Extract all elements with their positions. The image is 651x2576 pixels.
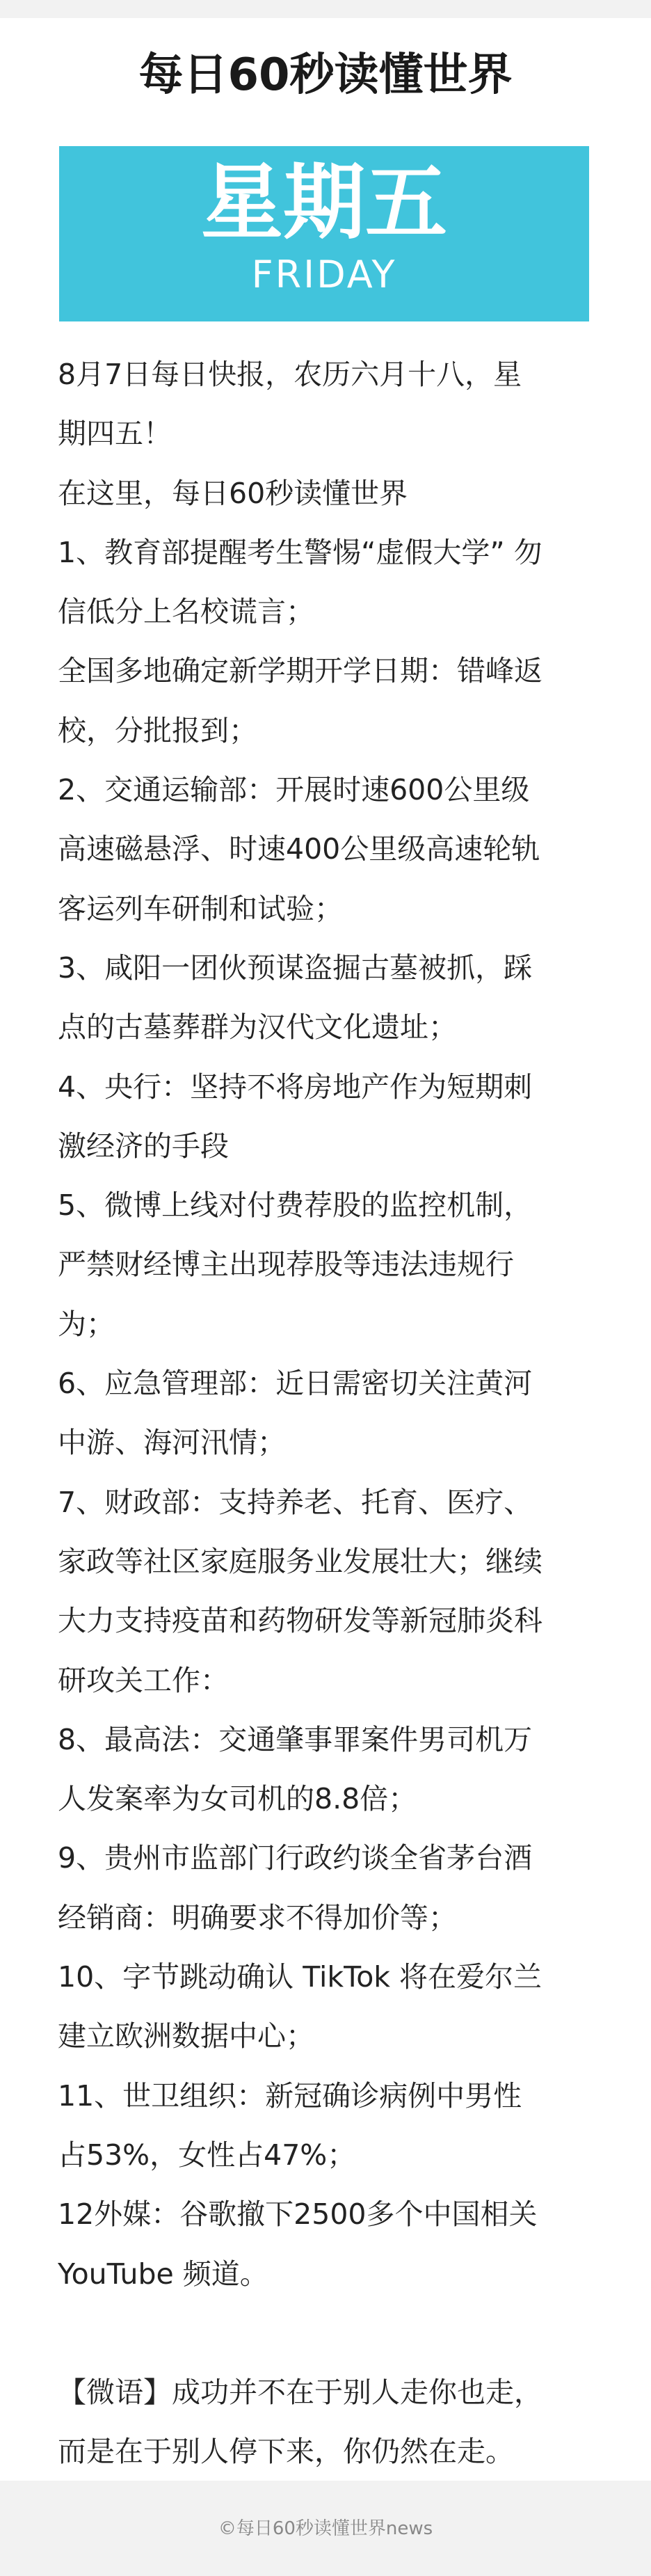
footer xyxy=(0,2481,651,2576)
footer-watermark: ©每日60秒读懂世界news xyxy=(218,2518,433,2539)
news-line: 激经济的手段 xyxy=(58,1129,229,1163)
news-line: 校，分批报到； xyxy=(58,713,257,747)
news-line: 点的古墓葬群为汉代文化遗址； xyxy=(58,1010,457,1044)
news-line: 家政等社区家庭服务业发展壮大；继续 xyxy=(58,1544,542,1578)
news-line: 大力支持疫苗和药物研发等新冠肺炎科 xyxy=(58,1604,542,1638)
news-line: 10、字节跳动确认 TikTok 将在爱尔兰 xyxy=(58,1960,542,1994)
news-line: 4、央行：坚持不将房地产作为短期刺 xyxy=(58,1070,533,1104)
news-line: 全国多地确定新学期开学日期：错峰返 xyxy=(58,654,542,688)
news-line: 高速磁悬浮、时速400公里级高速轮轨 xyxy=(58,832,540,866)
news-line: 为； xyxy=(58,1307,115,1341)
news-line: 2、交通运输部：开展时速600公里级 xyxy=(58,773,530,807)
weekday-banner xyxy=(59,146,589,321)
news-line: YouTube 频道。 xyxy=(58,2257,268,2291)
news-line: 人发案率为女司机的8.8倍； xyxy=(58,1782,417,1816)
news-line: 3、咸阳一团伙预谋盗掘古墓被抓，踩 xyxy=(58,951,533,985)
quote-line: 而是在于别人停下来，你仍然在走。 xyxy=(58,2435,514,2469)
news-line: 中游、海河汛情； xyxy=(58,1426,286,1460)
news-line: 12外媒：谷歌撤下2500多个中国相关 xyxy=(58,2197,538,2232)
news-line: 经销商：明确要求不得加价等； xyxy=(58,1900,457,1934)
news-line: 客运列车研制和试验； xyxy=(58,891,343,925)
news-line: 1、教育部提醒考生警惕“虚假大学” 勿 xyxy=(58,535,542,569)
intro-line: 期四五！ xyxy=(58,417,172,451)
news-line: 11、世卫组织：新冠确诊病例中男性 xyxy=(58,2078,522,2113)
news-line: 占53%，女性占47%； xyxy=(58,2138,356,2172)
article-body xyxy=(58,345,600,2481)
top-strip xyxy=(0,0,651,18)
news-line: 8、最高法：交通肇事罪案件男司机万 xyxy=(58,1722,533,1756)
news-line: 9、贵州市监部门行政约谈全省茅台酒 xyxy=(58,1841,533,1875)
weekday-en: FRIDAY xyxy=(251,253,397,296)
intro-line: 在这里，每日60秒读懂世界 xyxy=(58,476,408,510)
news-line: 6、应急管理部：近日需密切关注黄河 xyxy=(58,1367,533,1401)
news-line: 5、微博上线对付费荐股的监控机制， xyxy=(58,1188,533,1223)
quote-line: 【微语】成功并不在于别人走你也走， xyxy=(58,2375,542,2409)
news-line: 严禁财经博主出现荐股等违法违规行 xyxy=(58,1248,514,1282)
news-line: 7、财政部：支持养老、托育、医疗、 xyxy=(58,1485,533,1519)
news-line: 信低分上名校谎言； xyxy=(58,595,314,629)
intro-line: 8月7日每日快报，农历六月十八，星 xyxy=(58,358,522,391)
weekday-zh: 星期五 xyxy=(200,154,447,251)
news-line: 建立欧洲数据中心； xyxy=(58,2019,314,2053)
news-line: 研攻关工作： xyxy=(58,1663,229,1697)
page-title: 每日60秒读懂世界 xyxy=(138,49,513,101)
paragraph-spacer xyxy=(58,2304,600,2363)
